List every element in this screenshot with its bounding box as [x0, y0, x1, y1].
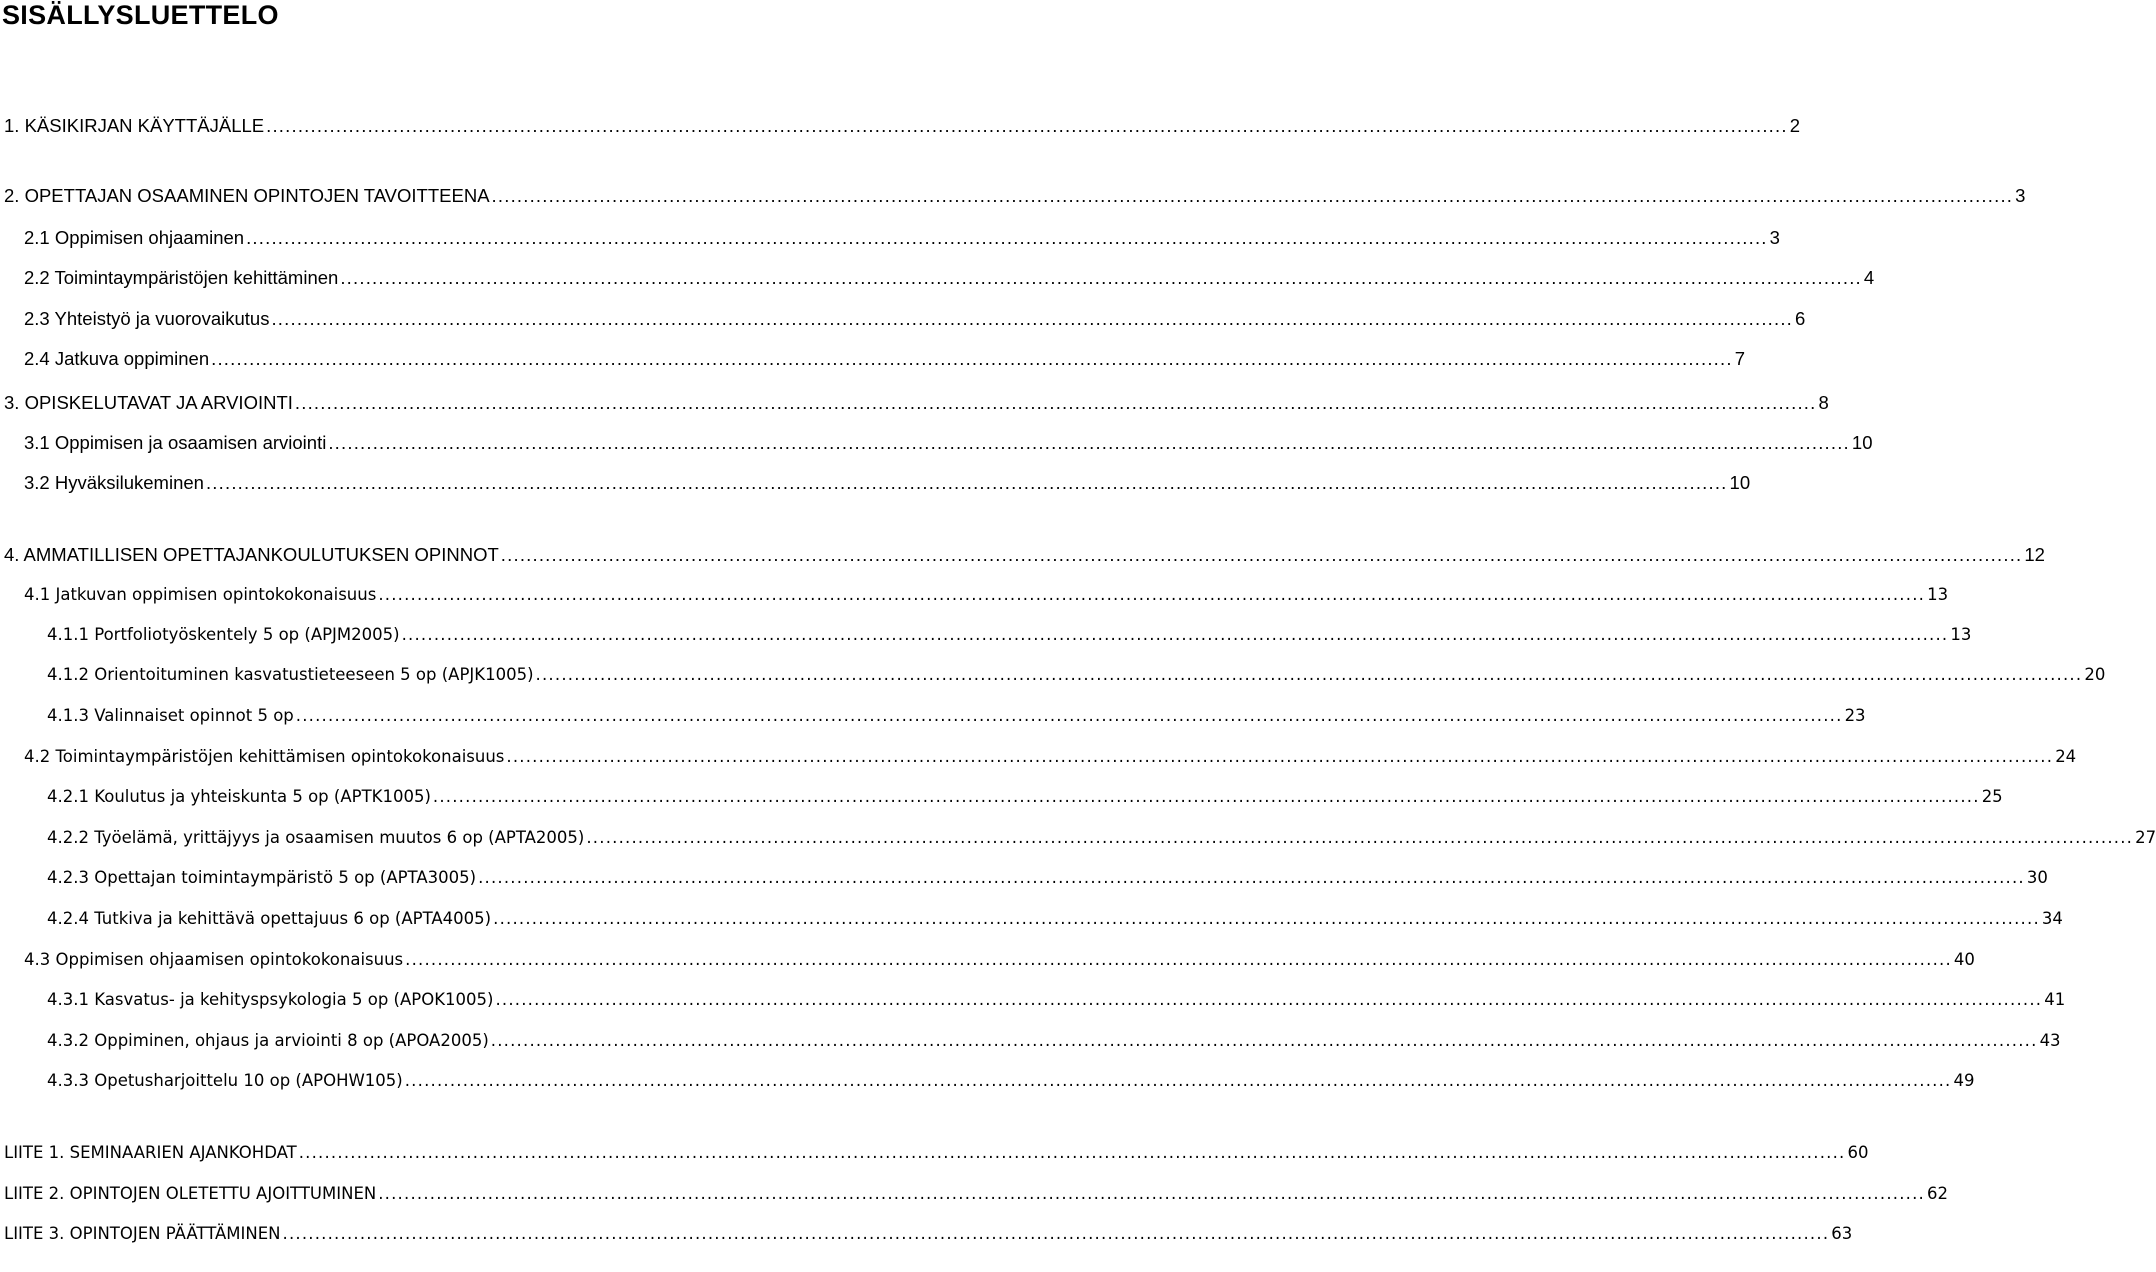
toc-dot-leader: ................................................................................................................................................................................................................................................ — [298, 1143, 1846, 1162]
toc-entry-page: 63 — [1831, 1224, 1853, 1243]
toc-entry-label: LIITE 1. SEMINAARIEN AJANKOHDAT — [4, 1143, 297, 1162]
toc-entry-page: 4 — [1863, 267, 1875, 288]
toc-entry-label: 4.2.3 Opettajan toimintaympäristö 5 op (APTA3005) — [47, 868, 477, 887]
toc-dot-leader: ................................................................................................................................................................................................................................................ — [495, 990, 2043, 1009]
toc-dot-leader: ................................................................................................................................................................................................................................................ — [378, 585, 1926, 604]
toc-dot-leader: ................................................................................................................................................................................................................................................ — [295, 706, 1843, 725]
toc-entry-page: 2 — [1789, 115, 1800, 136]
toc-entry[interactable] — [24, 347, 1745, 371]
toc-entry-page: 24 — [2055, 747, 2077, 766]
toc-entry[interactable] — [47, 1069, 1975, 1093]
toc-entry[interactable] — [47, 663, 2106, 687]
toc-dot-leader: ................................................................................................................................................................................................................................................ — [586, 828, 2134, 847]
toc-entry-page: 30 — [2026, 868, 2048, 887]
toc-entry-page: 10 — [1851, 432, 1873, 453]
toc-entry-page: 7 — [1734, 348, 1745, 369]
toc-entry-page: 40 — [1953, 950, 1975, 969]
toc-entry-label: LIITE 3. OPINTOJEN PÄÄTTÄMINEN — [4, 1224, 281, 1243]
toc-dot-leader: ................................................................................................................................................................................................................................................ — [405, 950, 1952, 969]
toc-entry[interactable] — [24, 948, 1975, 972]
toc-dot-leader: ................................................................................................................................................................................................................................................ — [211, 348, 1733, 369]
toc-entry-label: 4.1.2 Orientoituminen kasvatustieteeseen 5 op (APJK1005) — [47, 665, 534, 684]
toc-dot-leader: ................................................................................................................................................................................................................................................ — [266, 115, 1788, 136]
toc-entry[interactable] — [4, 1222, 1853, 1246]
toc-dot-leader: ................................................................................................................................................................................................................................................ — [294, 392, 1817, 413]
toc-entry[interactable] — [24, 226, 1780, 250]
toc-entry-label: 4.2 Toimintaympäristöjen kehittämisen opintokokonaisuus — [24, 747, 505, 766]
toc-entry[interactable] — [4, 184, 2026, 208]
toc-entry[interactable] — [4, 543, 2045, 567]
toc-entry-label: 3. OPISKELUTAVAT JA ARVIOINTI — [4, 392, 293, 413]
toc-entry-page: 3 — [1769, 227, 1780, 248]
toc-entry[interactable] — [24, 583, 1949, 607]
toc-entry-label: 4.1.3 Valinnaiset opinnot 5 op — [47, 706, 294, 725]
toc-entry-page: 6 — [1795, 308, 1806, 329]
toc-dot-leader: ................................................................................................................................................................................................................................................ — [401, 625, 1949, 644]
toc-entry-label: 2.2 Toimintaympäristöjen kehittäminen — [24, 267, 339, 288]
toc-dot-leader: ................................................................................................................................................................................................................................................ — [205, 472, 1728, 493]
toc-entry-label: 2.1 Oppimisen ohjaaminen — [24, 227, 245, 248]
toc-entry-page: 25 — [1981, 787, 2003, 806]
toc-entry-page: 12 — [2024, 544, 2045, 565]
toc-entry-label: 4.1.1 Portfoliotyöskentely 5 op (APJM2005) — [47, 625, 400, 644]
toc-entry[interactable] — [4, 1141, 1869, 1165]
toc-entry-page: 8 — [1818, 392, 1829, 413]
toc-entry-page: 62 — [1927, 1184, 1948, 1203]
toc-entry[interactable] — [24, 307, 1806, 331]
toc-entry-label: 4.2.1 Koulutus ja yhteiskunta 5 op (APTK1005) — [47, 787, 431, 806]
toc-entry[interactable] — [24, 471, 1751, 495]
toc-dot-leader: ................................................................................................................................................................................................................................................ — [246, 227, 1768, 248]
toc-dot-leader: ................................................................................................................................................................................................................................................ — [478, 868, 2025, 887]
toc-dot-leader: ................................................................................................................................................................................................................................................ — [500, 544, 2023, 565]
toc-entry-label: 4.1 Jatkuvan oppimisen opintokokonaisuus — [24, 585, 377, 604]
toc-entry-page: 43 — [2039, 1031, 2061, 1050]
toc-entry-label: 1. KÄSIKIRJAN KÄYTTÄJÄLLE — [4, 115, 265, 136]
toc-entry-label: 4.3.2 Oppiminen, ohjaus ja arviointi 8 op (APOA2005) — [47, 1031, 489, 1050]
toc-entry-page: 3 — [2015, 185, 2026, 206]
toc-entry-label: 2. OPETTAJAN OSAAMINEN OPINTOJEN TAVOITTEENA — [4, 185, 490, 206]
toc-entry[interactable] — [24, 431, 1873, 455]
toc-entry-page: 49 — [1953, 1071, 1975, 1090]
toc-entry-label: 4.2.4 Tutkiva ja kehittävä opettajuus 6 op (APTA4005) — [47, 909, 492, 928]
toc-dot-leader: ................................................................................................................................................................................................................................................ — [282, 1224, 1830, 1243]
toc-entry-label: 3.2 Hyväksilukeminen — [24, 472, 204, 493]
toc-dot-leader: ................................................................................................................................................................................................................................................ — [340, 267, 1862, 288]
toc-dot-leader: ................................................................................................................................................................................................................................................ — [491, 185, 2014, 206]
toc-dot-leader: ................................................................................................................................................................................................................................................ — [432, 787, 1980, 806]
toc-entry-page: 27 — [2135, 828, 2156, 847]
toc-entry[interactable] — [47, 623, 1972, 647]
toc-entry-page: 13 — [1927, 585, 1949, 604]
toc-dot-leader: ................................................................................................................................................................................................................................................ — [328, 432, 1850, 453]
toc-entry[interactable] — [47, 826, 2156, 850]
toc-entry-label: 4.3.3 Opetusharjoittelu 10 op (APOHW105) — [47, 1071, 403, 1090]
toc-dot-leader: ................................................................................................................................................................................................................................................ — [535, 665, 2083, 684]
toc-dot-leader: ................................................................................................................................................................................................................................................ — [493, 909, 2040, 928]
toc-entry[interactable] — [4, 114, 1800, 138]
toc-entry-label: 4.2.2 Työelämä, yrittäjyys ja osaamisen muutos 6 op (APTA2005) — [47, 828, 585, 847]
toc-entry[interactable] — [4, 1182, 1948, 1206]
toc-entry-page: 41 — [2044, 990, 2066, 1009]
toc-dot-leader: ................................................................................................................................................................................................................................................ — [490, 1031, 2038, 1050]
toc-entry-label: 4. AMMATILLISEN OPETTAJANKOULUTUKSEN OPINNOT — [4, 544, 499, 565]
toc-entry[interactable] — [47, 1029, 2061, 1053]
toc-entry[interactable] — [4, 391, 1829, 415]
toc-entry-label: 2.3 Yhteistyö ja vuorovaikutus — [24, 308, 270, 329]
toc-entry-label: 2.4 Jatkuva oppiminen — [24, 348, 210, 369]
toc-entry[interactable] — [47, 988, 2066, 1012]
toc-entry-label: 3.1 Oppimisen ja osaamisen arviointi — [24, 432, 327, 453]
toc-entry-page: 60 — [1847, 1143, 1869, 1162]
document-title: SISÄLLYSLUETTELO — [2, 0, 279, 30]
toc-entry-page: 10 — [1729, 472, 1751, 493]
toc-dot-leader: ................................................................................................................................................................................................................................................ — [506, 747, 2054, 766]
toc-entry-label: LIITE 2. OPINTOJEN OLETETTU AJOITTUMINEN — [4, 1184, 377, 1203]
toc-entry-label: 4.3 Oppimisen ohjaamisen opintokokonaisuus — [24, 950, 404, 969]
toc-entry-page: 20 — [2084, 665, 2106, 684]
toc-entry-page: 23 — [1844, 706, 1866, 725]
toc-entry-label: 4.3.1 Kasvatus- ja kehityspsykologia 5 op (APOK1005) — [47, 990, 494, 1009]
toc-entry[interactable] — [47, 907, 2063, 931]
toc-dot-leader: ................................................................................................................................................................................................................................................ — [404, 1071, 1952, 1090]
toc-entry[interactable] — [47, 866, 2048, 890]
toc-entry-page: 34 — [2041, 909, 2063, 928]
toc-entry[interactable] — [47, 704, 1866, 728]
toc-dot-leader: ................................................................................................................................................................................................................................................ — [378, 1184, 1925, 1203]
toc-entry[interactable] — [24, 745, 2077, 769]
toc-dot-leader: ................................................................................................................................................................................................................................................ — [271, 308, 1794, 329]
toc-entry[interactable] — [24, 266, 1875, 290]
toc-entry[interactable] — [47, 785, 2003, 809]
toc-entry-page: 13 — [1950, 625, 1972, 644]
